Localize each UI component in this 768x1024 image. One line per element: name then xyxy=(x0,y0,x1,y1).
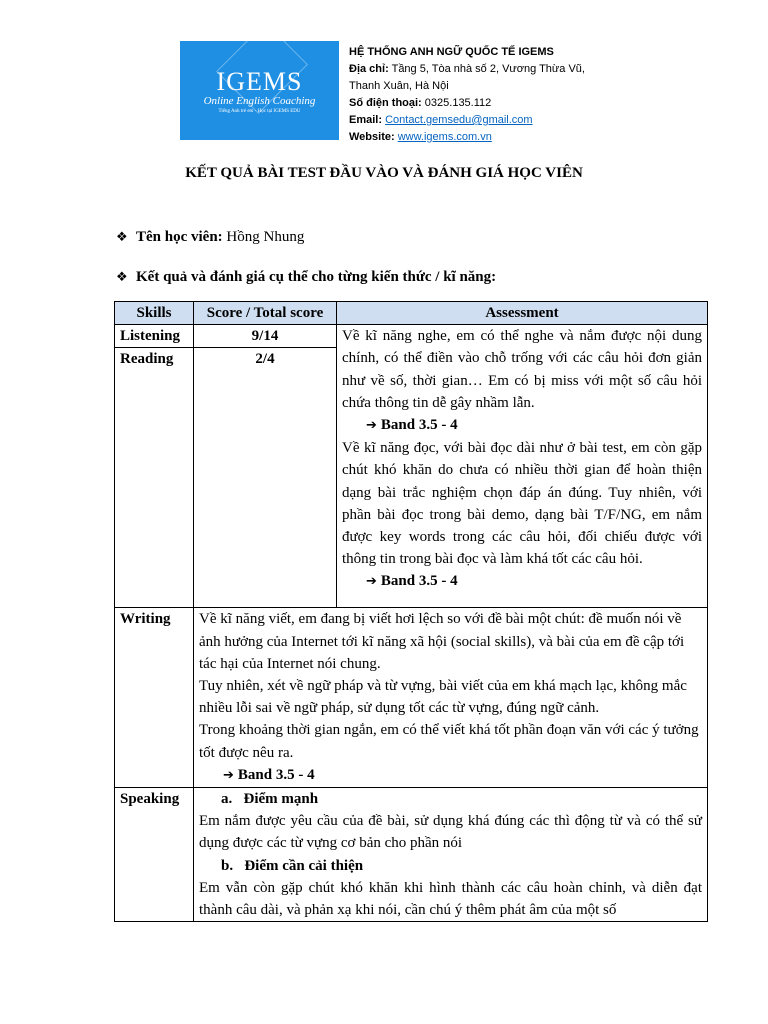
logo-title: IGEMS xyxy=(216,67,303,96)
strengths-marker: a. xyxy=(221,791,233,808)
assessment-speaking xyxy=(194,788,708,922)
improvements-title: Điểm cần cải thiện xyxy=(244,857,364,874)
phone-number: 0325.135.112 xyxy=(424,97,492,109)
writing-band: Band 3.5 - 4 xyxy=(237,766,315,783)
writing-text-2: Tuy nhiên, xét về ngữ pháp và từ vựng, bài viết của em khá mạch lạc, không mắc nhiều lỗi sai về ngữ pháp, sử dụng tốt các từ vựng, đúng ngữ cảnh. xyxy=(199,678,687,717)
skill-reading: Reading xyxy=(115,348,194,608)
strengths-title: Điểm mạnh xyxy=(243,791,319,808)
header-assessment: Assessment xyxy=(337,302,708,325)
logo-subtitle: Online English Coaching xyxy=(203,95,316,107)
score-reading: 2/4 xyxy=(194,348,337,608)
arrow-right-icon: ➔ xyxy=(366,418,377,434)
header-score: Score / Total score xyxy=(194,302,337,325)
table-row-writing xyxy=(115,608,708,788)
writing-text-3: Trong khoảng thời gian ngắn, em có thể viết khá tốt phần đoạn văn với các ý tưởng tốt được nêu ra. xyxy=(199,722,699,761)
arrow-right-icon: ➔ xyxy=(366,574,377,590)
skill-listening: Listening xyxy=(115,325,194,348)
improvements-text: Em vẫn còn gặp chút khó khăn khi hình thành các câu hoàn chỉnh, và diễn đạt thành câu dài, và phản xạ khi nói, cần chú ý thêm phát âm của một số xyxy=(199,879,702,919)
diamond-bullet-icon: ❖ xyxy=(116,230,128,245)
phone-label: Số điện thoại: xyxy=(349,97,422,109)
student-line xyxy=(116,229,304,246)
strengths-text: Em nắm được yêu cầu của đề bài, sử dụng khá đúng các thì động từ và có thể sử dụng được các từ vựng cơ bản cho phần nói xyxy=(199,813,702,852)
table-row-listening xyxy=(115,325,708,348)
improvements-marker: b. xyxy=(221,857,234,874)
student-name: Hồng Nhung xyxy=(226,229,305,245)
igems-logo xyxy=(180,41,339,140)
website-label: Website: xyxy=(349,131,395,143)
organization-info xyxy=(349,44,585,146)
email-label: Email: xyxy=(349,114,383,126)
skill-speaking: Speaking xyxy=(115,788,194,922)
logo-tagline: Tiếng Anh trẻ em - Học tại IGEMS EDU xyxy=(218,109,301,114)
section-heading: Kết quả và đánh giá cụ thể cho từng kiến thức / kĩ năng: xyxy=(136,269,497,285)
header-skills: Skills xyxy=(115,302,194,325)
org-name: HỆ THỐNG ANH NGỮ QUỐC TẾ IGEMS xyxy=(349,46,554,58)
address-line2: Thanh Xuân, Hà Nội xyxy=(349,80,449,92)
assessment-table xyxy=(114,301,708,922)
listening-band: Band 3.5 - 4 xyxy=(380,417,458,434)
writing-text-1: Về kĩ năng viết, em đang bị viết hơi lệch so với đề bài một chút: đề muốn nói về ảnh hưởng của Internet tới kĩ năng xã hội (social skills), và bài của em đề cập tới tác hại của Internet nói chung. xyxy=(199,611,685,672)
student-label: Tên học viên: xyxy=(136,229,223,245)
website-link[interactable]: www.igems.com.vn xyxy=(397,131,492,143)
assessment-writing xyxy=(194,608,708,788)
skill-writing: Writing xyxy=(115,608,194,788)
listening-assessment-text: Về kĩ năng nghe, em có thể nghe và nắm được nội dung chính, có thể điền vào chỗ trống với các câu hỏi đơn giản như về số, thời gian… Em có bị miss với một số câu hỏi chứa thông tin dễ gây nhầm lẫn. xyxy=(342,328,702,411)
assessment-listening-reading xyxy=(337,325,708,608)
score-listening: 9/14 xyxy=(194,325,337,348)
reading-assessment-text: Về kĩ năng đọc, với bài đọc dài như ở bài test, em còn gặp chút khó khăn do chưa có nhiều thời gian để hoàn thiện dạng bài trắc nghiệm chọn đáp án đúng. Tuy nhiên, với phần bài đọc trong bài demo, dạng bài T/F/NG, em nắm được key words trong các câu hỏi, đối chiếu được với thông tin trong bài đọc và làm khá tốt các câu hỏi. xyxy=(342,440,702,568)
document-title: KẾT QUẢ BÀI TEST ĐẦU VÀO VÀ ĐÁNH GIÁ HỌC VIÊN xyxy=(185,165,583,181)
address-line1: Tầng 5, Tòa nhà số 2, Vương Thừa Vũ, xyxy=(391,63,585,75)
address-label: Địa chỉ: xyxy=(349,63,389,75)
reading-band: Band 3.5 - 4 xyxy=(380,573,458,590)
table-header-row xyxy=(115,302,708,325)
email-link[interactable]: Contact.gemsedu@gmail.com xyxy=(385,114,533,126)
diamond-bullet-icon: ❖ xyxy=(116,270,128,285)
table-row-speaking xyxy=(115,788,708,922)
arrow-right-icon: ➔ xyxy=(223,767,234,783)
section-heading-line xyxy=(116,269,496,286)
